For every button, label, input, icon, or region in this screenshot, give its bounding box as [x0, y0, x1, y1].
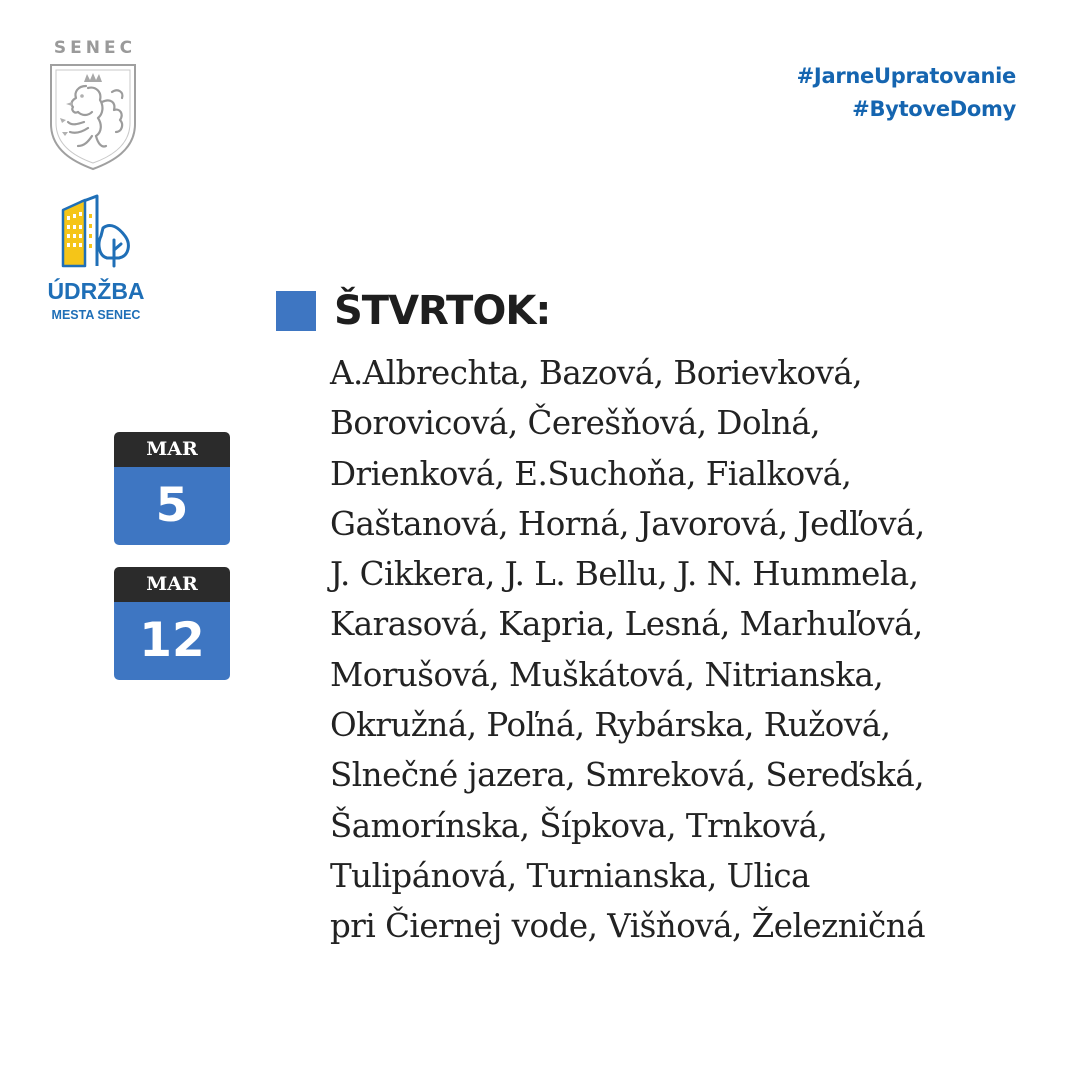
street-line: Tulipánová, Turnianska, Ulica — [330, 856, 810, 895]
street-list — [330, 348, 1030, 952]
date-badge-month: MAR — [114, 432, 230, 467]
street-line: Drienková, E.Suchoňa, Fialková, — [330, 454, 852, 493]
date-badge — [114, 432, 230, 545]
day-title: ŠTVRTOK: — [334, 288, 551, 334]
hashtag: #JarneUpratovanie — [796, 64, 1016, 88]
street-line: pri Čiernej vode, Višňová, Železničná — [330, 907, 926, 946]
street-line: Šamorínska, Šípkova, Trnková, — [330, 806, 828, 845]
street-line: Karasová, Kapria, Lesná, Marhuľová, — [330, 605, 923, 644]
square-bullet-icon — [276, 291, 316, 331]
date-badge-day: 5 — [114, 467, 230, 545]
coat-of-arms-icon — [48, 62, 138, 172]
hashtag: #BytoveDomy — [852, 97, 1016, 121]
hashtags — [797, 60, 1016, 126]
service-logo-title: ÚDRŽBA — [47, 278, 145, 304]
street-line: Borovicová, Čerešňová, Dolná, — [330, 404, 821, 443]
street-line: Okružná, Poľná, Rybárska, Ružová, — [330, 706, 891, 745]
date-badge-day: 12 — [114, 602, 230, 680]
date-badge-month: MAR — [114, 567, 230, 602]
street-line: Gaštanová, Horná, Javorová, Jedľová, — [330, 504, 925, 543]
buildings-tree-icon — [51, 192, 141, 268]
day-heading — [276, 286, 550, 336]
date-badge — [114, 567, 230, 680]
street-line: Slnečné jazera, Smreková, Sereďská, — [330, 756, 925, 795]
city-name: SENEC — [53, 38, 137, 58]
city-logo — [46, 38, 140, 172]
street-line: A.Albrechta, Bazová, Borievková, — [330, 354, 863, 392]
street-line: J. Cikkera, J. L. Bellu, J. N. Hummela, — [330, 555, 919, 594]
service-logo — [44, 192, 148, 323]
street-line: Morušová, Muškátová, Nitrianska, — [330, 655, 884, 694]
service-logo-subtitle: MESTA SENEC — [51, 308, 141, 322]
